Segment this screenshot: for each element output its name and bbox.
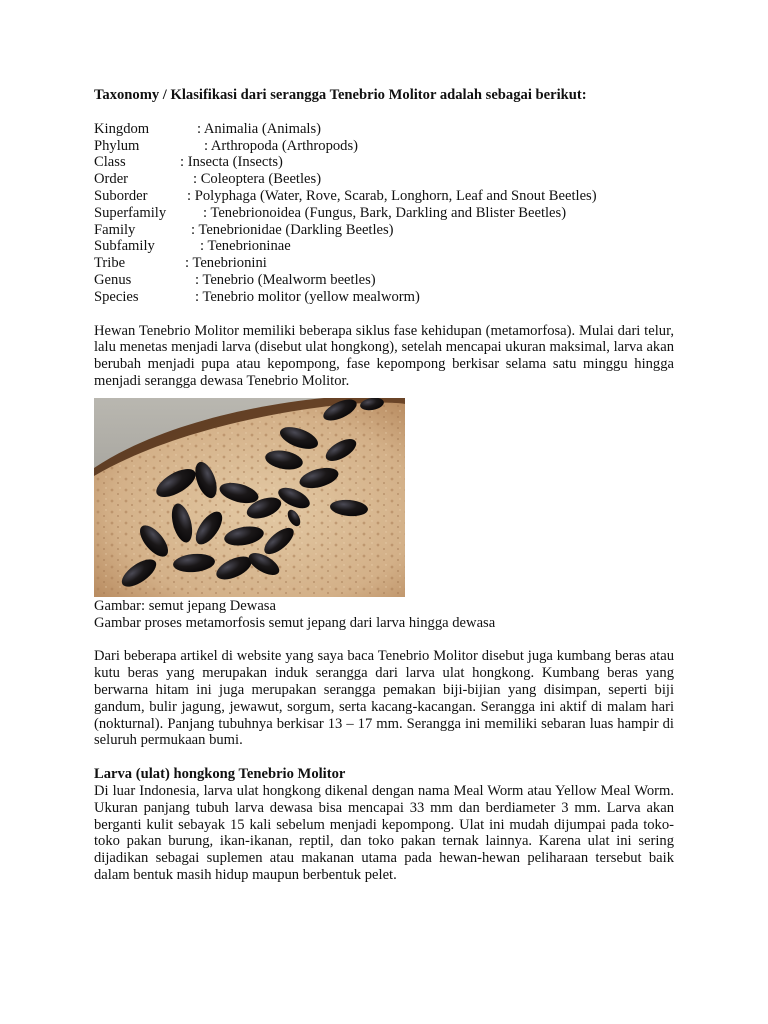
taxonomy-row <box>94 222 674 239</box>
taxonomy-row <box>94 171 674 188</box>
taxonomy-heading: Taxonomy / Klasifikasi dari serangga Tenebrio Molitor adalah sebagai berikut: <box>94 87 587 103</box>
taxonomy-row <box>94 205 674 222</box>
taxonomy-value: : Polyphaga (Water, Rove, Scarab, Longhorn, Leaf and Snout Beetles) <box>187 187 597 204</box>
taxonomy-value: : Tenebrio (Mealworm beetles) <box>195 271 376 288</box>
taxonomy-row <box>94 238 674 255</box>
beetles-on-bread-photo <box>94 398 405 597</box>
rice-beetle-paragraph: Dari beberapa artikel di website yang saya baca Tenebrio Molitor disebut juga kumbang beras atau kutu beras yang merupakan induk serangga dari larva ulat hongkong. Kumbang beras yang berwarna hitam ini juga merupakan serangga pemakan biji-bijian yang disimpan, seperti biji gandum, bulir jagung, jewawut, sorgum, serta kacang-kacangan. Serangga ini aktif di malam hari (nokturnal). Panjang tubuhnya berkisar 13 – 17 mm. Serangga ini memiliki sebaran luas hampir di seluruh permukaan bumi. <box>94 648 674 749</box>
taxonomy-rank: Order <box>94 171 129 188</box>
taxonomy-row <box>94 188 674 205</box>
taxonomy-rank: Subfamily <box>94 238 155 255</box>
taxonomy-row <box>94 138 674 155</box>
taxonomy-rank: Family <box>94 221 136 238</box>
taxonomy-value: : Coleoptera (Beetles) <box>193 171 322 188</box>
taxonomy-table <box>94 121 674 306</box>
taxonomy-rank: Kingdom <box>94 120 150 137</box>
taxonomy-rank: Species <box>94 288 139 305</box>
taxonomy-value: : Tenebrionini <box>185 255 267 272</box>
photo-caption: Gambar: semut jepang Dewasa <box>94 597 276 614</box>
larva-paragraph: Di luar Indonesia, larva ulat hongkong dikenal dengan nama Meal Worm atau Yellow Meal Worm. Ukuran panjang tubuh larva dewasa bisa mencapai 33 mm dan berdiameter 3 mm. Larva akan berganti kulit sebayak 15 kali sebelum menjadi kepompong. Ulat ini mudah dijumpai pada toko-toko pakan burung, ikan-ikanan, reptil, dan toko pakan ternak lainnya. Karena ulat ini sering dijadikan sebagai suplemen atau makanan utama pada hewan-hewan peliharaan tersebut baik dalam bentuk masih hidup maupun berbentuk pelet. <box>94 782 674 883</box>
taxonomy-value: : Animalia (Animals) <box>197 120 322 137</box>
metamorphosis-paragraph: Hewan Tenebrio Molitor memiliki beberapa siklus fase kehidupan (metamorfosa). Mulai dari telur, lalu menetas menjadi larva (disebut ulat hongkong), setelah mencapai ukuran maksimal, larva akan berubah menjadi pupa atau kepompong, fase kepompong berkisar selama satu minggu hingga menjadi serangga dewasa Tenebrio Molitor. <box>94 322 674 389</box>
taxonomy-rank: Class <box>94 154 126 171</box>
taxonomy-value: : Arthropoda (Arthropods) <box>204 137 359 154</box>
taxonomy-row <box>94 289 674 306</box>
photo-caption-secondary: Gambar proses metamorfosis semut jepang dari larva hingga dewasa <box>94 614 496 631</box>
taxonomy-value: : Insecta (Insects) <box>180 154 283 171</box>
taxonomy-rank: Tribe <box>94 255 126 272</box>
taxonomy-value: : Tenebrioninae <box>200 238 291 255</box>
taxonomy-row <box>94 121 674 138</box>
taxonomy-row <box>94 154 674 171</box>
document-content <box>94 87 674 884</box>
larva-subheading: Larva (ulat) hongkong Tenebrio Molitor <box>94 766 346 783</box>
taxonomy-rank: Suborder <box>94 187 148 204</box>
taxonomy-rank: Genus <box>94 271 132 288</box>
taxonomy-value: : Tenebrionoidea (Fungus, Bark, Darkling and Blister Beetles) <box>203 204 567 221</box>
taxonomy-row <box>94 255 674 272</box>
taxonomy-value: : Tenebrio molitor (yellow mealworm) <box>195 288 420 305</box>
taxonomy-rank: Phylum <box>94 137 140 154</box>
taxonomy-row <box>94 272 674 289</box>
taxonomy-rank: Superfamily <box>94 204 167 221</box>
taxonomy-value: : Tenebrionidae (Darkling Beetles) <box>191 221 394 238</box>
